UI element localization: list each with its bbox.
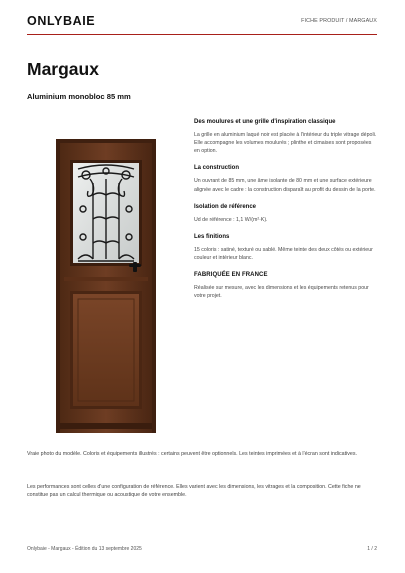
feature-text: Réalisée sur mesure, avec les dimensions et les équipements retenus pour votre projet. [194, 285, 369, 300]
feature-title: Des moulures et une grille d'inspiration classique [194, 119, 336, 125]
feature-title: FABRIQUÉE EN FRANCE [194, 272, 268, 278]
feature-text: Un ouvrant de 85 mm, une âme isolante de 80 mm et une surface extérieure alignée avec le cadre : la construction disparaît au profit du dessin de la porte. [194, 178, 376, 193]
feature-title: Isolation de référence [194, 203, 257, 210]
feature-title: Les finitions [194, 233, 230, 240]
header-divider [27, 34, 377, 35]
feature-item [194, 272, 378, 300]
feature-item [194, 165, 378, 193]
feature-item [194, 234, 378, 262]
feature-text: 15 coloris : satiné, texturé ou sablé. Même teinte des deux côtés ou extérieur couleur et intérieur blanc. [194, 246, 373, 261]
feature-text: La grille en aluminium laqué noir est placée à l'intérieur du triple vitrage dépoli. Elle accompagne les volumes moulurés ; plinthe et cimaises sont proposées en option. [194, 132, 377, 155]
lower-panel [73, 294, 139, 406]
middle-rail [64, 277, 148, 281]
footer-edition: Onlybaie - Margaux - Édition du 13 septembre 2025 [27, 546, 142, 552]
product-subtitle: Aluminium monobloc 85 mm [27, 92, 131, 101]
feature-item [194, 119, 378, 155]
photo-disclaimer: Vraie photo du modèle. Coloris et équipements illustrés : certains peuvent être optionnels. Les teintes imprimées et à l'écran sont indicatives. [27, 451, 357, 457]
performance-disclaimer: Les performances sont celles d'une configuration de référence. Elles varient avec les dimensions, les vitrages et la composition. Cette fiche ne constitue pas un calcul thermique ou acoustique de votre ensemble. [27, 484, 361, 499]
door-photo [56, 139, 156, 433]
breadcrumb: FICHE PRODUIT / MARGAUX [301, 18, 377, 24]
feature-text: Ud de référence : 1,1 W/(m²·K). [194, 216, 268, 223]
page-number: 1 / 2 [367, 546, 377, 552]
feature-title: La construction [194, 165, 240, 172]
door-threshold [60, 423, 152, 429]
feature-list [194, 119, 378, 310]
brand-logo: ONLYBAIE [27, 14, 96, 28]
feature-item [194, 204, 378, 224]
page-title: Margaux [27, 59, 99, 79]
